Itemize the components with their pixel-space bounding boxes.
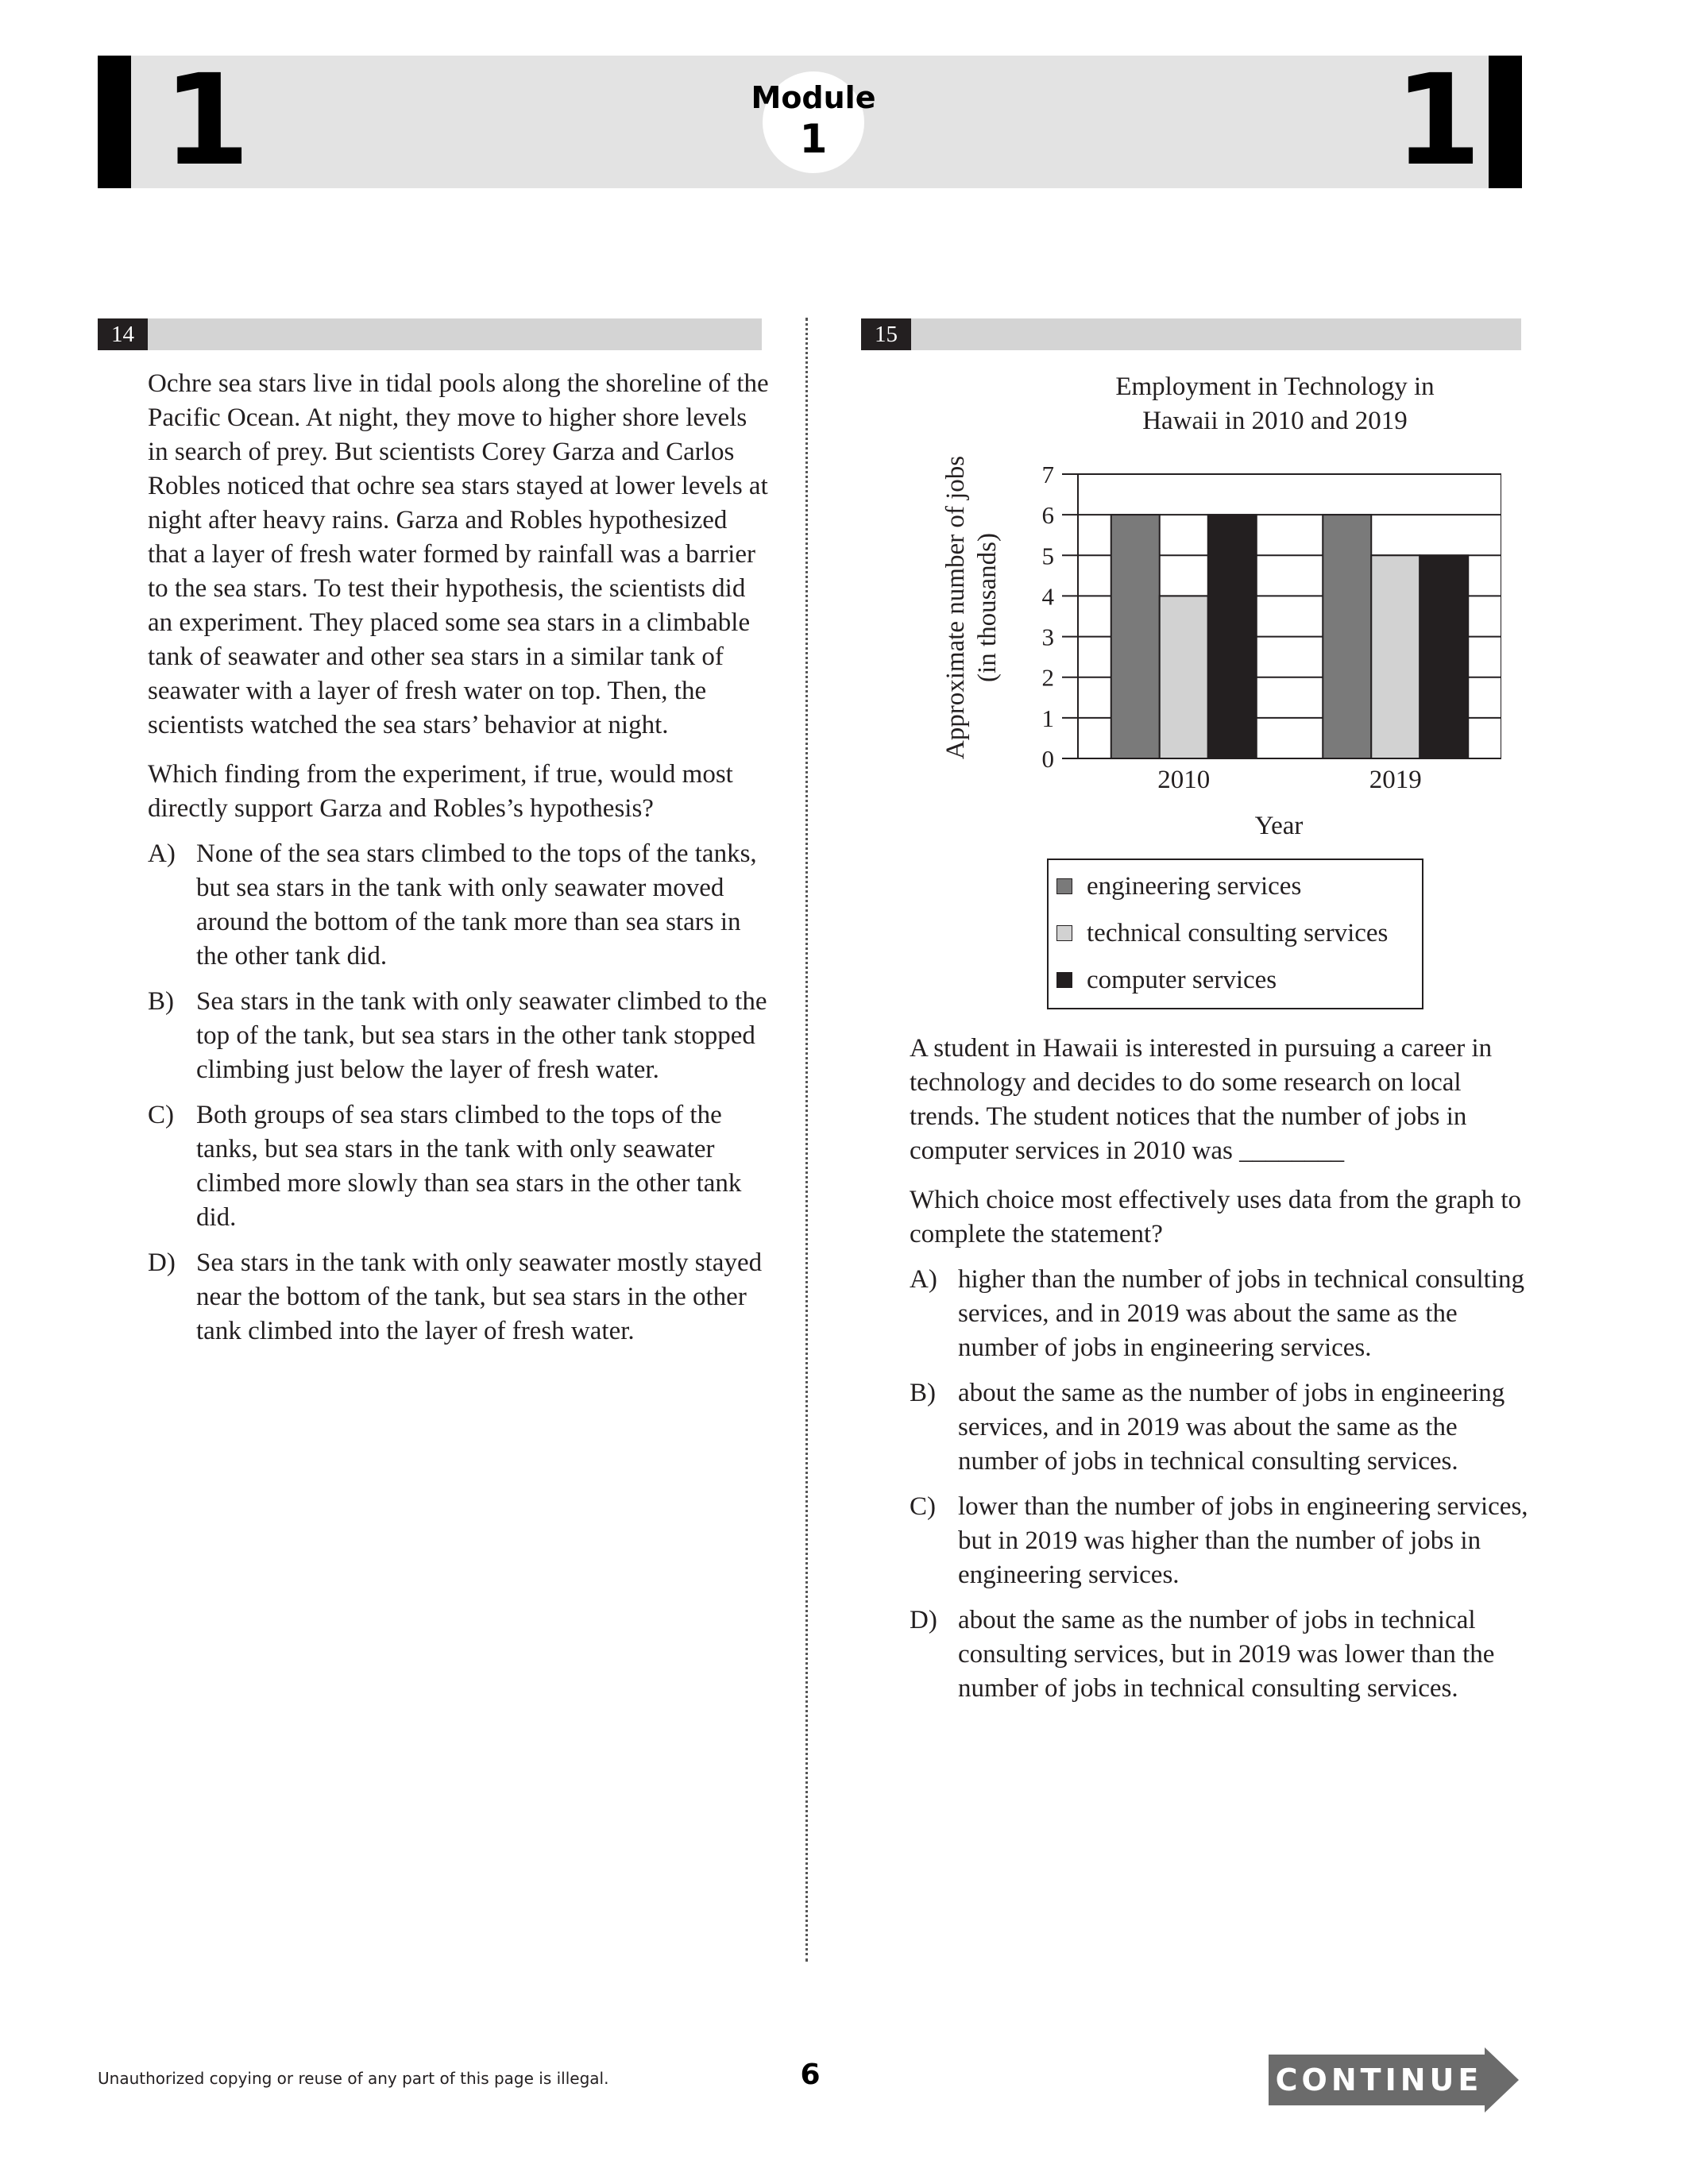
q15-choice-d-text: about the same as the number of jobs in technical consulting services, but in 2019 was lower than the number of jobs in technical consulting services. (958, 1606, 1495, 1703)
question-15-stem: Which choice most effectively uses data from the graph to complete the statement? (910, 1186, 1522, 1248)
q15-choice-c[interactable] (910, 1490, 1529, 1592)
question-14-header-bar (98, 318, 762, 350)
q14-choice-b-letter: B) (148, 987, 174, 1016)
q14-choice-d[interactable] (148, 1246, 771, 1349)
question-15-body (910, 1032, 1529, 1706)
y-tick-label-3: 3 (1041, 623, 1054, 651)
y-tick-label-1: 1 (1041, 704, 1054, 732)
legend-label-engineering: engineering services (1087, 872, 1302, 901)
header-left-bar (98, 56, 131, 188)
q15-choice-b[interactable] (910, 1376, 1529, 1479)
q15-choice-c-text: lower than the number of jobs in engineering services, but in 2019 was higher than the number of jobs in engineering services. (958, 1492, 1528, 1589)
copyright-notice: Unauthorized copying or reuse of any part of this page is illegal. (98, 2069, 609, 2088)
header-right-bar (1489, 56, 1522, 188)
continue-label: CONTINUE (1275, 2062, 1483, 2097)
y-tick-label-5: 5 (1041, 542, 1054, 570)
legend-label-technical-consulting: technical consulting services (1087, 919, 1389, 947)
bar-2010-technical-consulting-services (1160, 596, 1208, 758)
bar-2019-engineering-services (1323, 515, 1371, 758)
section-number-right: 1 (1394, 48, 1481, 194)
chart-legend (1047, 859, 1423, 1009)
chart-x-label: Year (1254, 812, 1304, 840)
bar-2010-computer-services (1208, 515, 1257, 758)
legend-swatch-computer (1056, 972, 1072, 988)
chart-y-label-line-1: Approximate number of jobs (941, 455, 970, 760)
q15-choice-c-letter: C) (910, 1492, 936, 1521)
question-14-choices (148, 837, 771, 1349)
bar-2019-technical-consulting-services (1371, 555, 1420, 758)
q15-choice-a[interactable] (910, 1263, 1529, 1365)
bar-2010-engineering-services (1111, 515, 1160, 758)
question-14-number: 14 (98, 318, 148, 350)
q14-choice-b-text: Sea stars in the tank with only seawater climbed to the top of the tank, but sea stars in the other tank stopped climbing just below the layer of fresh water. (196, 987, 767, 1084)
y-tick-label-4: 4 (1041, 582, 1054, 611)
question-15-header-bar (861, 318, 1521, 350)
q15-choice-a-letter: A) (910, 1265, 937, 1294)
x-tick-label-2010: 2010 (1157, 766, 1211, 794)
y-tick-label-7: 7 (1041, 461, 1054, 488)
y-tick-label-0: 0 (1041, 745, 1054, 773)
q15-choice-d-letter: D) (910, 1606, 937, 1634)
employment-bar-chart (929, 361, 1501, 846)
q15-choice-a-text: higher than the number of jobs in technical consulting services, and in 2019 was about the same as the number of jobs in engineering services. (958, 1265, 1524, 1362)
question-15-prompt: A student in Hawaii is interested in pursuing a career in technology and decides to do some research on local trends. The student notices that the number of jobs in computer services in 2010 was ________ (910, 1034, 1493, 1165)
q14-choice-d-letter: D) (148, 1248, 176, 1277)
module-number: 1 (799, 116, 828, 162)
column-divider (805, 318, 808, 1962)
chart-title-line-1: Employment in Technology in (1115, 372, 1435, 401)
q14-choice-a-letter: A) (148, 839, 176, 868)
q15-choice-d[interactable] (910, 1603, 1529, 1706)
q15-choice-b-letter: B) (910, 1379, 936, 1407)
q14-choice-c[interactable] (148, 1098, 771, 1235)
bar-2019-computer-services (1420, 555, 1468, 758)
module-label: Module (751, 80, 876, 115)
q14-choice-a-text: None of the sea stars climbed to the tops of the tanks, but sea stars in the tank with only seawater moved around the bottom of the tank more than sea stars in the other tank did. (196, 839, 757, 970)
question-14-passage: Ochre sea stars live in tidal pools along the shoreline of the Pacific Ocean. At night, they move to higher shore levels in search of prey. But scientists Corey Garza and Carlos Robles noticed that ochre sea stars stayed at lower levels at night after heavy rains. Garza and Robles hypothesized that a layer of fresh water formed by rainfall was a barrier to the sea stars. To test their hypothesis, the scientists did an experiment. They placed some sea stars in a climbable tank of seawater and other sea stars in a similar tank of seawater with a layer of fresh water on top. Then, the scientists watched the sea stars’ behavior at night. (148, 369, 769, 739)
legend-swatch-engineering (1056, 878, 1072, 894)
question-14-body (148, 367, 771, 1349)
chart-y-label-line-2: (in thousands) (973, 533, 1002, 682)
q14-choice-d-text: Sea stars in the tank with only seawater mostly stayed near the bottom of the tank, but sea stars in the other tank climbed into the layer of fresh water. (196, 1248, 763, 1345)
y-tick-label-2: 2 (1041, 663, 1054, 692)
question-14-stem: Which finding from the experiment, if true, would most directly support Garza and Robles’s hypothesis? (148, 760, 733, 823)
q15-choice-b-text: about the same as the number of jobs in engineering services, and in 2019 was about the same as the number of jobs in technical consulting services. (958, 1379, 1505, 1476)
chart-y-tick-labels (1042, 461, 1055, 773)
x-tick-label-2019: 2019 (1369, 766, 1422, 794)
section-number-left: 1 (163, 48, 250, 194)
legend-label-computer: computer services (1087, 966, 1277, 994)
legend-swatch-technical-consulting (1056, 925, 1072, 941)
question-15-number: 15 (861, 318, 911, 350)
q14-choice-c-letter: C) (148, 1101, 174, 1129)
page-number: 6 (800, 2059, 821, 2091)
q14-choice-b[interactable] (148, 985, 771, 1087)
question-15-choices (910, 1263, 1529, 1706)
chart-x-tick-labels (1157, 766, 1422, 794)
q14-choice-a[interactable] (148, 837, 771, 974)
chart-title-line-2: Hawaii in 2010 and 2019 (1142, 407, 1408, 435)
q14-choice-c-text: Both groups of sea stars climbed to the tops of the tanks, but sea stars in the tank with only seawater climbed more slowly than sea stars in the other tank did. (196, 1101, 742, 1232)
y-tick-label-6: 6 (1041, 501, 1054, 530)
